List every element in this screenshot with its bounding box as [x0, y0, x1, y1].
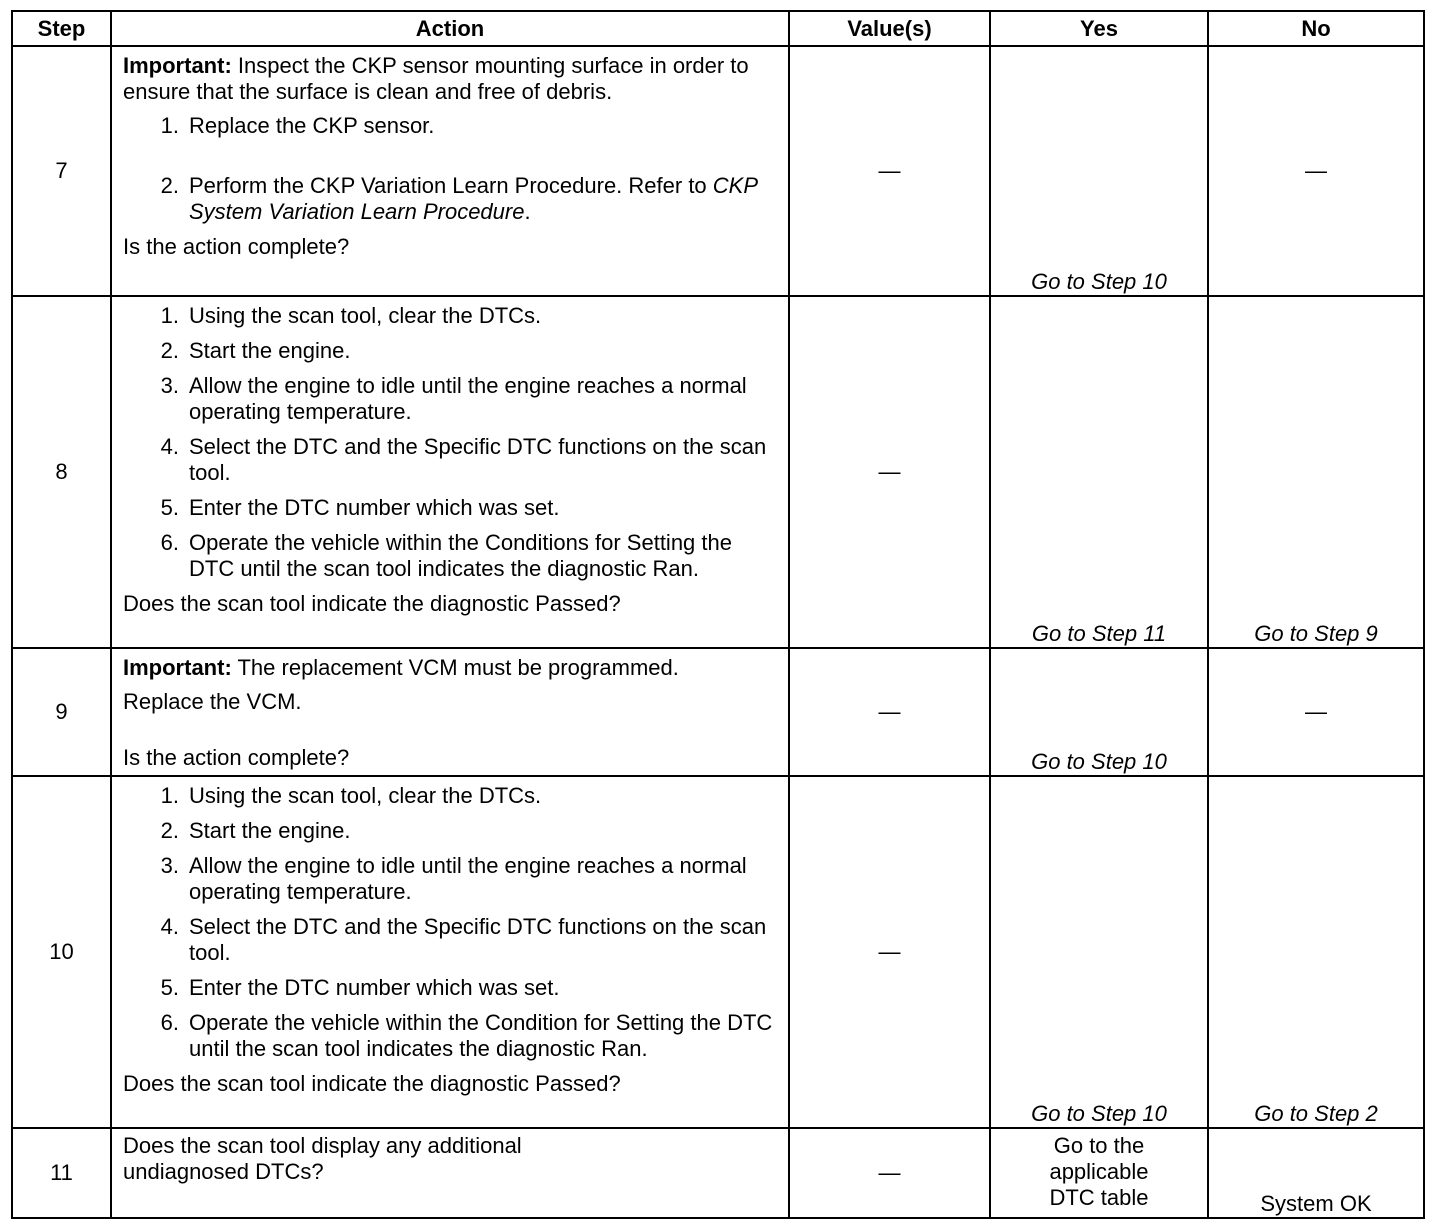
question-text: Does the scan tool indicate the diagnostic Passed?: [123, 591, 621, 616]
list-text: Select the DTC and the Specific DTC functions on the scan tool.: [189, 914, 767, 965]
list-number: 6.: [160, 530, 179, 555]
action-cell: [111, 648, 789, 776]
table-row-step-9: [12, 648, 1424, 776]
list-text: Start the engine.: [189, 818, 351, 843]
step-number: 11: [12, 1128, 111, 1218]
list-number: 4.: [160, 914, 179, 939]
list-text: Start the engine.: [189, 338, 351, 363]
no-cell: System OK: [1208, 1128, 1424, 1218]
action-cell: [111, 296, 789, 648]
list-text: Perform the CKP Variation Learn Procedure. Refer to: [189, 173, 713, 198]
question-text: Is the action complete?: [123, 234, 350, 259]
list-number: 4.: [160, 434, 179, 459]
important-label: Important:: [123, 655, 232, 680]
diagnostic-table: [11, 10, 1425, 1219]
list-item: [123, 853, 776, 905]
question-text: Is the action complete?: [123, 745, 350, 770]
list-number: 5.: [160, 975, 179, 1000]
list-item: [123, 1010, 776, 1062]
list-text: Replace the CKP sensor.: [189, 113, 435, 138]
list-item: [123, 113, 776, 139]
list-number: 2.: [160, 818, 179, 843]
value-cell: —: [789, 648, 990, 776]
action-cell: [111, 46, 789, 296]
important-text: The replacement VCM must be programmed.: [231, 655, 679, 680]
no-cell: —: [1208, 648, 1424, 776]
list-item: [123, 495, 776, 521]
important-label: Important:: [123, 53, 232, 78]
list-item: [123, 434, 776, 486]
table-row-step-11: [12, 1128, 1424, 1218]
important-note: [123, 655, 776, 681]
no-cell: Go to Step 2: [1208, 776, 1424, 1128]
list-text: Enter the DTC number which was set.: [189, 975, 560, 1000]
step-number: 7: [12, 46, 111, 296]
list-item: [123, 373, 776, 425]
header-no: No: [1208, 11, 1424, 46]
value-cell: —: [789, 776, 990, 1128]
list-text: Operate the vehicle within the Conditions for Setting the DTC until the scan tool indicates the diagnostic Ran.: [189, 530, 732, 581]
action-cell: [111, 776, 789, 1128]
value-cell: —: [789, 296, 990, 648]
no-cell: Go to Step 9: [1208, 296, 1424, 648]
header-step: Step: [12, 11, 111, 46]
question-text: Does the scan tool indicate the diagnostic Passed?: [123, 1071, 621, 1096]
list-text-tail: .: [524, 199, 531, 224]
question-text: Does the scan tool display any additional undiagnosed DTCs?: [123, 1133, 522, 1184]
value-cell: —: [789, 1128, 990, 1218]
important-text: Inspect the CKP sensor mounting surface in order to ensure that the surface is clean and free of debris.: [123, 53, 749, 104]
value-cell: —: [789, 46, 990, 296]
list-number: 2.: [160, 338, 179, 363]
yes-cell: Go to the applicable DTC table: [990, 1128, 1208, 1218]
list-text: Enter the DTC number which was set.: [189, 495, 560, 520]
list-text: Select the DTC and the Specific DTC functions on the scan tool.: [189, 434, 767, 485]
yes-cell: Go to Step 10: [990, 46, 1208, 296]
list-number: 2.: [160, 173, 179, 198]
list-item: [123, 818, 776, 844]
list-text: Using the scan tool, clear the DTCs.: [189, 303, 542, 328]
list-text: Allow the engine to idle until the engine reaches a normal operating temperature.: [189, 853, 747, 904]
action-cell: [111, 1128, 789, 1218]
list-number: 3.: [160, 853, 179, 878]
header-row: [12, 11, 1424, 46]
step-list: [123, 113, 776, 225]
step-number: 8: [12, 296, 111, 648]
yes-cell: Go to Step 10: [990, 776, 1208, 1128]
list-text: Using the scan tool, clear the DTCs.: [189, 783, 542, 808]
list-text: Allow the engine to idle until the engine reaches a normal operating temperature.: [189, 373, 747, 424]
header-yes: Yes: [990, 11, 1208, 46]
step-list: [123, 303, 776, 582]
list-item: [123, 530, 776, 582]
header-action: Action: [111, 11, 789, 46]
list-item: [123, 914, 776, 966]
list-number: 5.: [160, 495, 179, 520]
header-values: Value(s): [789, 11, 990, 46]
list-item: [123, 783, 776, 809]
step-number: 9: [12, 648, 111, 776]
yes-cell: Go to Step 11: [990, 296, 1208, 648]
table-row-step-7: [12, 46, 1424, 296]
list-text: Operate the vehicle within the Condition for Setting the DTC until the scan tool indicates the diagnostic Ran.: [189, 1010, 773, 1061]
list-number: 3.: [160, 373, 179, 398]
step-number: 10: [12, 776, 111, 1128]
list-number: 6.: [160, 1010, 179, 1035]
list-item: [123, 303, 776, 329]
list-item: [123, 338, 776, 364]
list-item: [123, 975, 776, 1001]
list-number: 1.: [160, 783, 179, 808]
table-row-step-10: [12, 776, 1424, 1128]
list-number: 1.: [160, 113, 179, 138]
step-list: [123, 783, 776, 1062]
list-text-with-ref: [189, 173, 776, 225]
list-number: 1.: [160, 303, 179, 328]
procedure-reference: CKP System Variation Learn Procedure: [189, 173, 758, 224]
important-note: [123, 53, 776, 105]
yes-cell: Go to Step 10: [990, 648, 1208, 776]
list-item: [123, 173, 776, 225]
no-cell: —: [1208, 46, 1424, 296]
action-line: Replace the VCM.: [123, 689, 302, 714]
table-row-step-8: [12, 296, 1424, 648]
